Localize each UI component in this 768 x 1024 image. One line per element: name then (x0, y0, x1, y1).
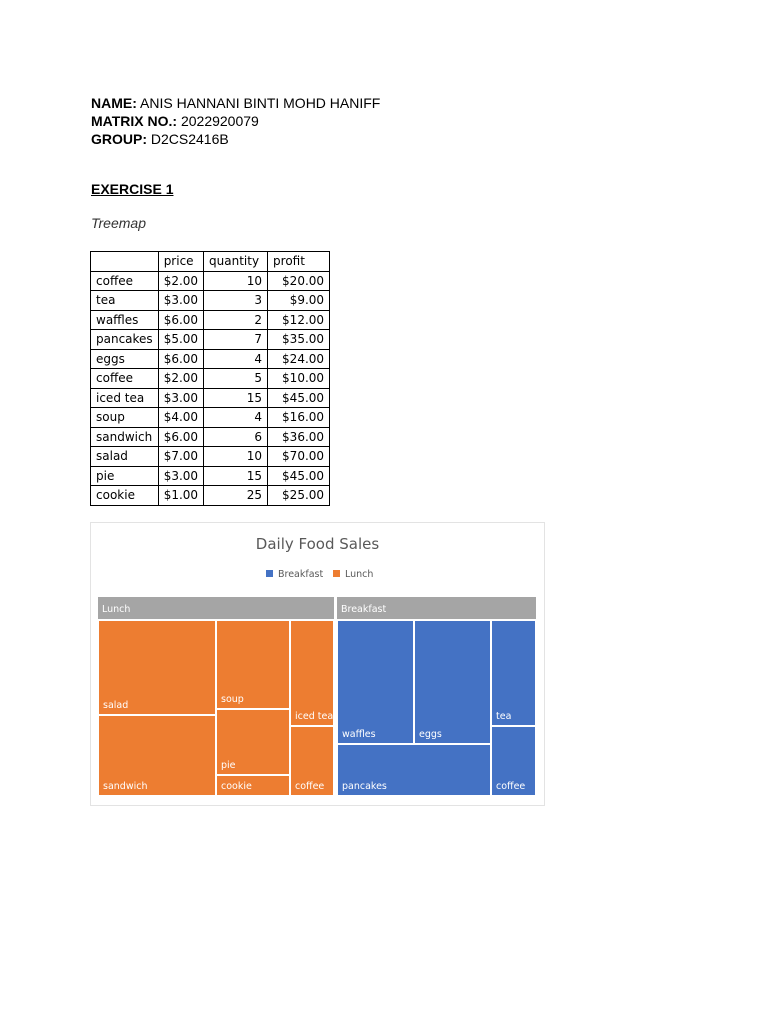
table-cell: $45.00 (268, 466, 330, 486)
table-cell: $70.00 (268, 447, 330, 467)
treemap-tile-label: waffles (342, 729, 376, 740)
table-cell: $6.00 (158, 427, 203, 447)
table-cell: $3.00 (158, 291, 203, 311)
table-header-row (91, 252, 330, 272)
table-cell: $4.00 (158, 408, 203, 428)
section-title: Treemap (91, 215, 146, 231)
table-header-cell: quantity (204, 252, 268, 272)
table-cell: $16.00 (268, 408, 330, 428)
name-row (91, 94, 380, 112)
treemap-tile-label: eggs (419, 729, 442, 740)
treemap-tile-label: soup (221, 694, 244, 705)
table-row (91, 427, 330, 447)
legend-swatch (266, 570, 273, 577)
treemap-chart (90, 522, 545, 806)
treemap-tile (414, 620, 491, 744)
table-cell: $24.00 (268, 349, 330, 369)
treemap-tile-label: coffee (295, 781, 325, 792)
table-cell: eggs (91, 349, 159, 369)
treemap-tile-label: sandwich (103, 781, 148, 792)
table-header-cell: profit (268, 252, 330, 272)
table-cell: $35.00 (268, 330, 330, 350)
treemap-tile (337, 620, 414, 744)
group-header-label: Lunch (102, 604, 131, 615)
table-cell: $3.00 (158, 388, 203, 408)
table-cell: 15 (204, 388, 268, 408)
table-row (91, 271, 330, 291)
table-row (91, 369, 330, 389)
table-cell: 6 (204, 427, 268, 447)
table-cell: cookie (91, 486, 159, 506)
treemap-tile-label: cookie (221, 781, 252, 792)
treemap-tile-label: salad (103, 700, 129, 711)
table-cell: 25 (204, 486, 268, 506)
name-label: NAME: (91, 95, 137, 111)
table-row (91, 291, 330, 311)
table-cell: 10 (204, 271, 268, 291)
treemap-tile-label: iced tea (295, 711, 334, 722)
table-cell: $2.00 (158, 271, 203, 291)
table-cell: 7 (204, 330, 268, 350)
treemap-tile-label: pie (221, 760, 236, 771)
table-cell: 3 (204, 291, 268, 311)
matrix-value: 2022920079 (180, 113, 259, 129)
exercise-title: EXERCISE 1 (91, 181, 174, 197)
sales-table (90, 251, 330, 506)
table-row (91, 349, 330, 369)
table-cell: waffles (91, 310, 159, 330)
table-cell: tea (91, 291, 159, 311)
table-cell: $9.00 (268, 291, 330, 311)
table-cell: coffee (91, 369, 159, 389)
treemap-tile-label: tea (496, 711, 512, 722)
chart-title: Daily Food Sales (255, 535, 380, 553)
table-cell: pie (91, 466, 159, 486)
table-cell: coffee (91, 271, 159, 291)
matrix-label: MATRIX NO.: (91, 113, 178, 129)
table-row (91, 466, 330, 486)
table-cell: 4 (204, 349, 268, 369)
treemap-tile-label: coffee (496, 781, 526, 792)
chart-legend (266, 569, 373, 580)
group-header (98, 597, 334, 619)
matrix-row (91, 112, 380, 130)
table-row (91, 330, 330, 350)
group-value: D2CS2416B (150, 131, 229, 147)
table-row (91, 447, 330, 467)
table-cell: $20.00 (268, 271, 330, 291)
name-value: ANIS HANNANI BINTI MOHD HANIFF (140, 95, 381, 111)
table-cell: $5.00 (158, 330, 203, 350)
table-cell: $2.00 (158, 369, 203, 389)
table-row (91, 408, 330, 428)
table-cell: $10.00 (268, 369, 330, 389)
table-header-cell (91, 252, 159, 272)
table-header-cell: price (158, 252, 203, 272)
table-cell: 10 (204, 447, 268, 467)
table-row (91, 388, 330, 408)
treemap-group (337, 597, 536, 796)
table-cell: $6.00 (158, 310, 203, 330)
legend-swatch (333, 570, 340, 577)
table-row (91, 310, 330, 330)
table-cell: 5 (204, 369, 268, 389)
treemap-svg (91, 523, 544, 805)
table-cell: pancakes (91, 330, 159, 350)
table-cell: $12.00 (268, 310, 330, 330)
table-cell: $7.00 (158, 447, 203, 467)
table-cell: salad (91, 447, 159, 467)
table-cell: soup (91, 408, 159, 428)
table-cell: $36.00 (268, 427, 330, 447)
table-cell: iced tea (91, 388, 159, 408)
group-label: GROUP: (91, 131, 147, 147)
table-cell: 4 (204, 408, 268, 428)
table-cell: $45.00 (268, 388, 330, 408)
table-cell: 15 (204, 466, 268, 486)
table-cell: $6.00 (158, 349, 203, 369)
group-header-label: Breakfast (341, 604, 387, 615)
table-cell: $3.00 (158, 466, 203, 486)
student-info (91, 94, 380, 148)
legend-label: Lunch (345, 569, 374, 580)
legend-label: Breakfast (278, 569, 324, 580)
treemap-tile-label: pancakes (342, 781, 387, 792)
treemap-group (98, 597, 334, 796)
table-cell: $1.00 (158, 486, 203, 506)
table-cell: $25.00 (268, 486, 330, 506)
table-cell: 2 (204, 310, 268, 330)
table-row (91, 486, 330, 506)
group-row (91, 130, 380, 148)
table-cell: sandwich (91, 427, 159, 447)
